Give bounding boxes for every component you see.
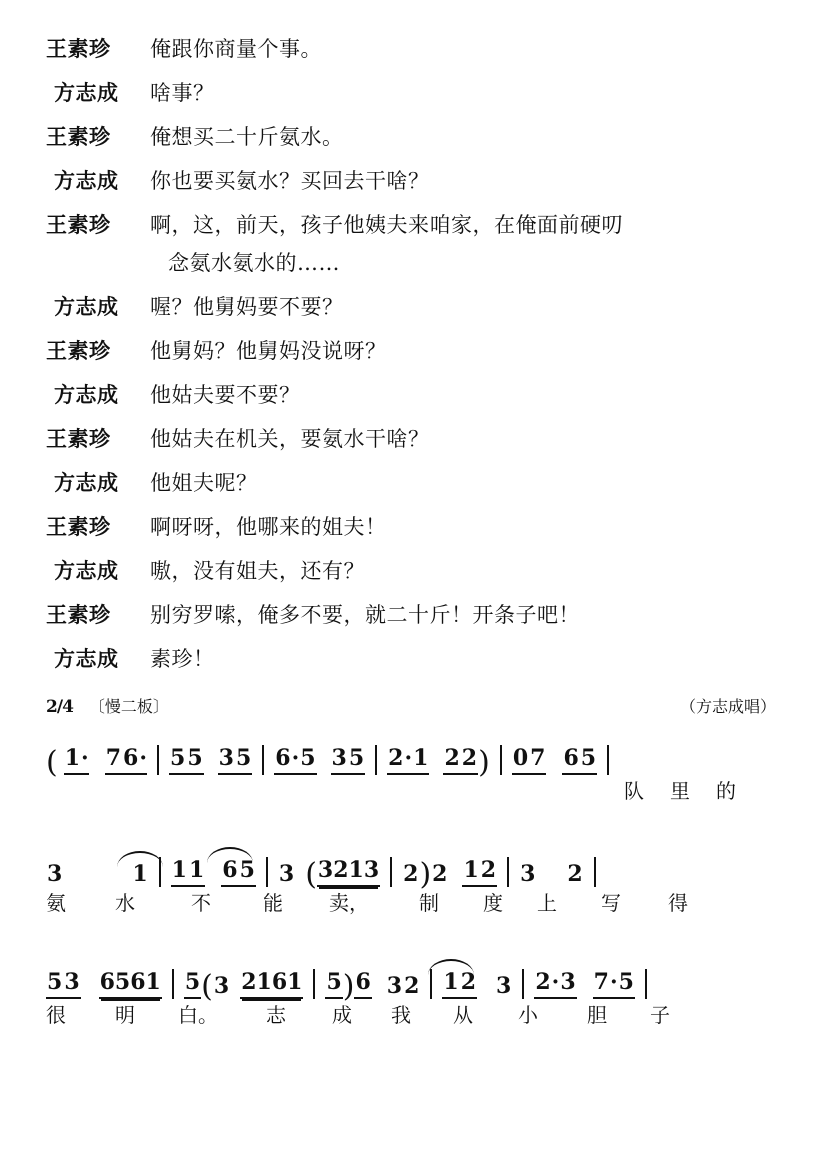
dialogue-line <box>46 78 776 108</box>
singer-marking: （方志成唱） <box>679 697 776 716</box>
music-header-left <box>46 694 169 717</box>
note: 1 · <box>64 745 89 775</box>
note: 1 <box>171 857 188 887</box>
note: 3 <box>386 973 403 999</box>
barline <box>507 857 509 887</box>
note: 5 <box>348 745 365 775</box>
barline <box>522 969 524 999</box>
close-paren: ) <box>419 857 432 892</box>
lyric-syllable: 氨 <box>46 891 66 915</box>
lyric-syllable: 成 <box>332 1003 352 1027</box>
lyric-syllable: 不 <box>191 891 211 915</box>
lyric-syllable: 度 <box>483 891 503 915</box>
notes-row <box>46 723 776 780</box>
note: 2 <box>567 861 583 887</box>
dialogue-text: 他姑夫要不要？ <box>150 383 301 407</box>
dialogue-speaker: 方志成 <box>54 382 119 407</box>
lyric-syllable: 上 <box>537 891 557 915</box>
note: 2 <box>432 861 448 887</box>
open-paren: ( <box>201 969 213 1004</box>
note: 5 <box>169 745 186 775</box>
lyric-syllable: 得 <box>668 891 688 915</box>
note: 5 <box>618 969 635 999</box>
barline <box>390 857 392 887</box>
note: 7 · <box>593 969 618 999</box>
note: 3 <box>278 861 295 887</box>
notes-row <box>46 947 776 1004</box>
note: 5 <box>325 969 342 999</box>
note: 1 <box>412 745 429 775</box>
lyric-syllable: 很 <box>46 1003 66 1027</box>
close-paren: ) <box>342 969 355 1004</box>
barline <box>262 745 264 775</box>
note: 2 <box>443 745 460 775</box>
dialogue-speaker: 方志成 <box>54 470 119 495</box>
dialogue-line <box>46 468 776 498</box>
barline <box>607 745 609 775</box>
dialogue-speaker: 方志成 <box>54 294 119 319</box>
dialogue-line <box>46 336 776 366</box>
note: 5 <box>235 745 252 775</box>
barline <box>172 969 174 999</box>
note: 0 <box>512 745 529 775</box>
dialogue-line <box>46 556 776 586</box>
note: 6 <box>221 857 238 887</box>
note: 5 <box>186 745 203 775</box>
note: 3 <box>63 969 80 999</box>
open-paren: ( <box>305 857 317 892</box>
note: 5 <box>299 745 316 775</box>
dialogue-line <box>46 166 776 196</box>
lyric-syllable: 志 <box>266 1003 286 1027</box>
note: 6 · <box>122 745 147 775</box>
dialogue-line <box>46 512 776 542</box>
dialogue-text: 他姐夫呢？ <box>150 471 258 495</box>
dialogue-text: 啊呀呀，他哪来的姐夫！ <box>150 515 387 539</box>
note: 3 <box>331 745 348 775</box>
lyric-syllable: 制 <box>419 891 439 915</box>
tie-slur <box>117 851 163 867</box>
lyric-syllable: 水 <box>115 891 135 915</box>
barline <box>594 857 596 887</box>
note: 6 <box>354 969 371 999</box>
note: 1 <box>188 857 205 887</box>
dialogue-line <box>46 644 776 674</box>
barline <box>500 745 502 775</box>
dialogue-speaker: 方志成 <box>54 646 119 671</box>
close-paren: ) <box>478 745 490 780</box>
note: 3 <box>559 969 576 999</box>
time-signature <box>46 695 73 717</box>
lyric-syllable: 小 <box>518 1003 538 1027</box>
lyric-syllable: 队 <box>624 779 644 803</box>
lyric-syllable: 里 <box>670 779 690 803</box>
dialogue-speaker: 王素珍 <box>46 36 111 61</box>
dialogue-line <box>46 292 776 322</box>
note: 2 · <box>534 969 559 999</box>
dialogue-line <box>46 424 776 454</box>
barline <box>313 969 315 999</box>
note: 7 <box>529 745 546 775</box>
music-system-2 <box>46 835 776 921</box>
lyric-syllable: 胆 <box>587 1003 607 1027</box>
dialogue-text: 别穷罗嗦，俺多不要，就二十斤！开条子吧！ <box>150 603 580 627</box>
dialogue-line <box>46 210 776 278</box>
dialogue-text: 素珍！ <box>150 647 215 671</box>
notes-row <box>46 835 776 892</box>
lyrics-row <box>46 999 776 1033</box>
barline <box>645 969 647 999</box>
note: 1 <box>131 861 148 887</box>
note: 2 · <box>387 745 412 775</box>
dialogue-text: 你也要买氨水？买回去干啥？ <box>150 169 430 193</box>
note: 1 <box>442 969 459 999</box>
dialogue-text: 嗷，没有姐夫，还有？ <box>150 559 365 583</box>
note: 3 <box>213 973 230 999</box>
lyric-syllable: 从 <box>453 1003 473 1027</box>
barline <box>266 857 268 887</box>
dialogue-line <box>46 600 776 630</box>
lyric-syllable: 白。 <box>178 1003 218 1027</box>
note: 3 <box>496 973 512 999</box>
lyric-syllable: 我 <box>391 1003 411 1027</box>
lyric-syllable: 写 <box>601 891 621 915</box>
note: 6 <box>562 745 579 775</box>
time-signature-slash: / <box>56 697 63 717</box>
music-header-row <box>46 694 776 717</box>
dialogue-line <box>46 380 776 410</box>
barline <box>157 745 159 775</box>
dialogue-speaker: 王素珍 <box>46 426 111 451</box>
open-paren: ( <box>46 745 58 780</box>
music-notation-block <box>0 694 822 1033</box>
tempo-marking: 〔慢二板〕 <box>88 697 169 716</box>
note-group: 6561 <box>99 969 162 999</box>
dialogue-speaker: 王素珍 <box>46 124 111 149</box>
note: 5 <box>46 969 63 999</box>
dialogue-text <box>150 210 776 278</box>
note: 5 <box>580 745 597 775</box>
note: 1 <box>462 857 479 887</box>
dialogue-text-main: 啊，这，前天，孩子他姨夫来咱家，在俺面前硬叨 <box>150 213 623 237</box>
dialogue-text: 他姑夫在机关，要氨水干啥？ <box>150 427 430 451</box>
dialogue-line <box>46 34 776 64</box>
dialogue-line <box>46 122 776 152</box>
time-signature-numerator: 2 <box>46 697 57 717</box>
dialogue-speaker: 王素珍 <box>46 212 111 237</box>
lyric-syllable: 明 <box>115 1003 135 1027</box>
note-group: 2161 <box>240 969 303 999</box>
note: 5 <box>239 857 256 887</box>
dialogue-text: 俺想买二十斤氨水。 <box>150 125 344 149</box>
dialogue-text: 啥事？ <box>150 81 215 105</box>
note-group: 3213 <box>317 857 380 887</box>
lyric-syllable: 卖， <box>329 891 369 915</box>
dialogue-speaker: 王素珍 <box>46 514 111 539</box>
note: 3 <box>218 745 235 775</box>
lyrics-row <box>46 775 776 809</box>
music-system-3 <box>46 947 776 1033</box>
note: 2 <box>403 861 419 887</box>
note: 5 <box>184 969 201 999</box>
dialogue-speaker: 方志成 <box>54 558 119 583</box>
dialogue-speaker: 方志成 <box>54 168 119 193</box>
time-signature-denominator: 4 <box>62 697 73 717</box>
barline <box>375 745 377 775</box>
music-system-1 <box>46 723 776 809</box>
lyrics-row <box>46 887 776 921</box>
dialogue-text: 俺跟你商量个事。 <box>150 37 322 61</box>
dialogue-speaker: 方志成 <box>54 80 119 105</box>
lyric-syllable: 子 <box>650 1003 670 1027</box>
note: 2 <box>480 857 497 887</box>
dialogue-text: 他舅妈？他舅妈没说呀？ <box>150 339 387 363</box>
note: 7 <box>105 745 122 775</box>
note: 2 <box>460 969 477 999</box>
dialogue-text-continuation: 念氨水氨水的…… <box>168 251 340 275</box>
dialogue-text: 喔？他舅妈要不要？ <box>150 295 344 319</box>
lyric-syllable: 的 <box>716 779 736 803</box>
dialogue-speaker: 王素珍 <box>46 338 111 363</box>
note: 6 · <box>274 745 299 775</box>
dialogue-speaker: 王素珍 <box>46 602 111 627</box>
note: 2 <box>404 973 420 999</box>
note: 3 <box>47 861 63 887</box>
note: 2 <box>461 745 478 775</box>
note: 3 <box>520 861 536 887</box>
lyric-syllable: 能 <box>263 891 283 915</box>
